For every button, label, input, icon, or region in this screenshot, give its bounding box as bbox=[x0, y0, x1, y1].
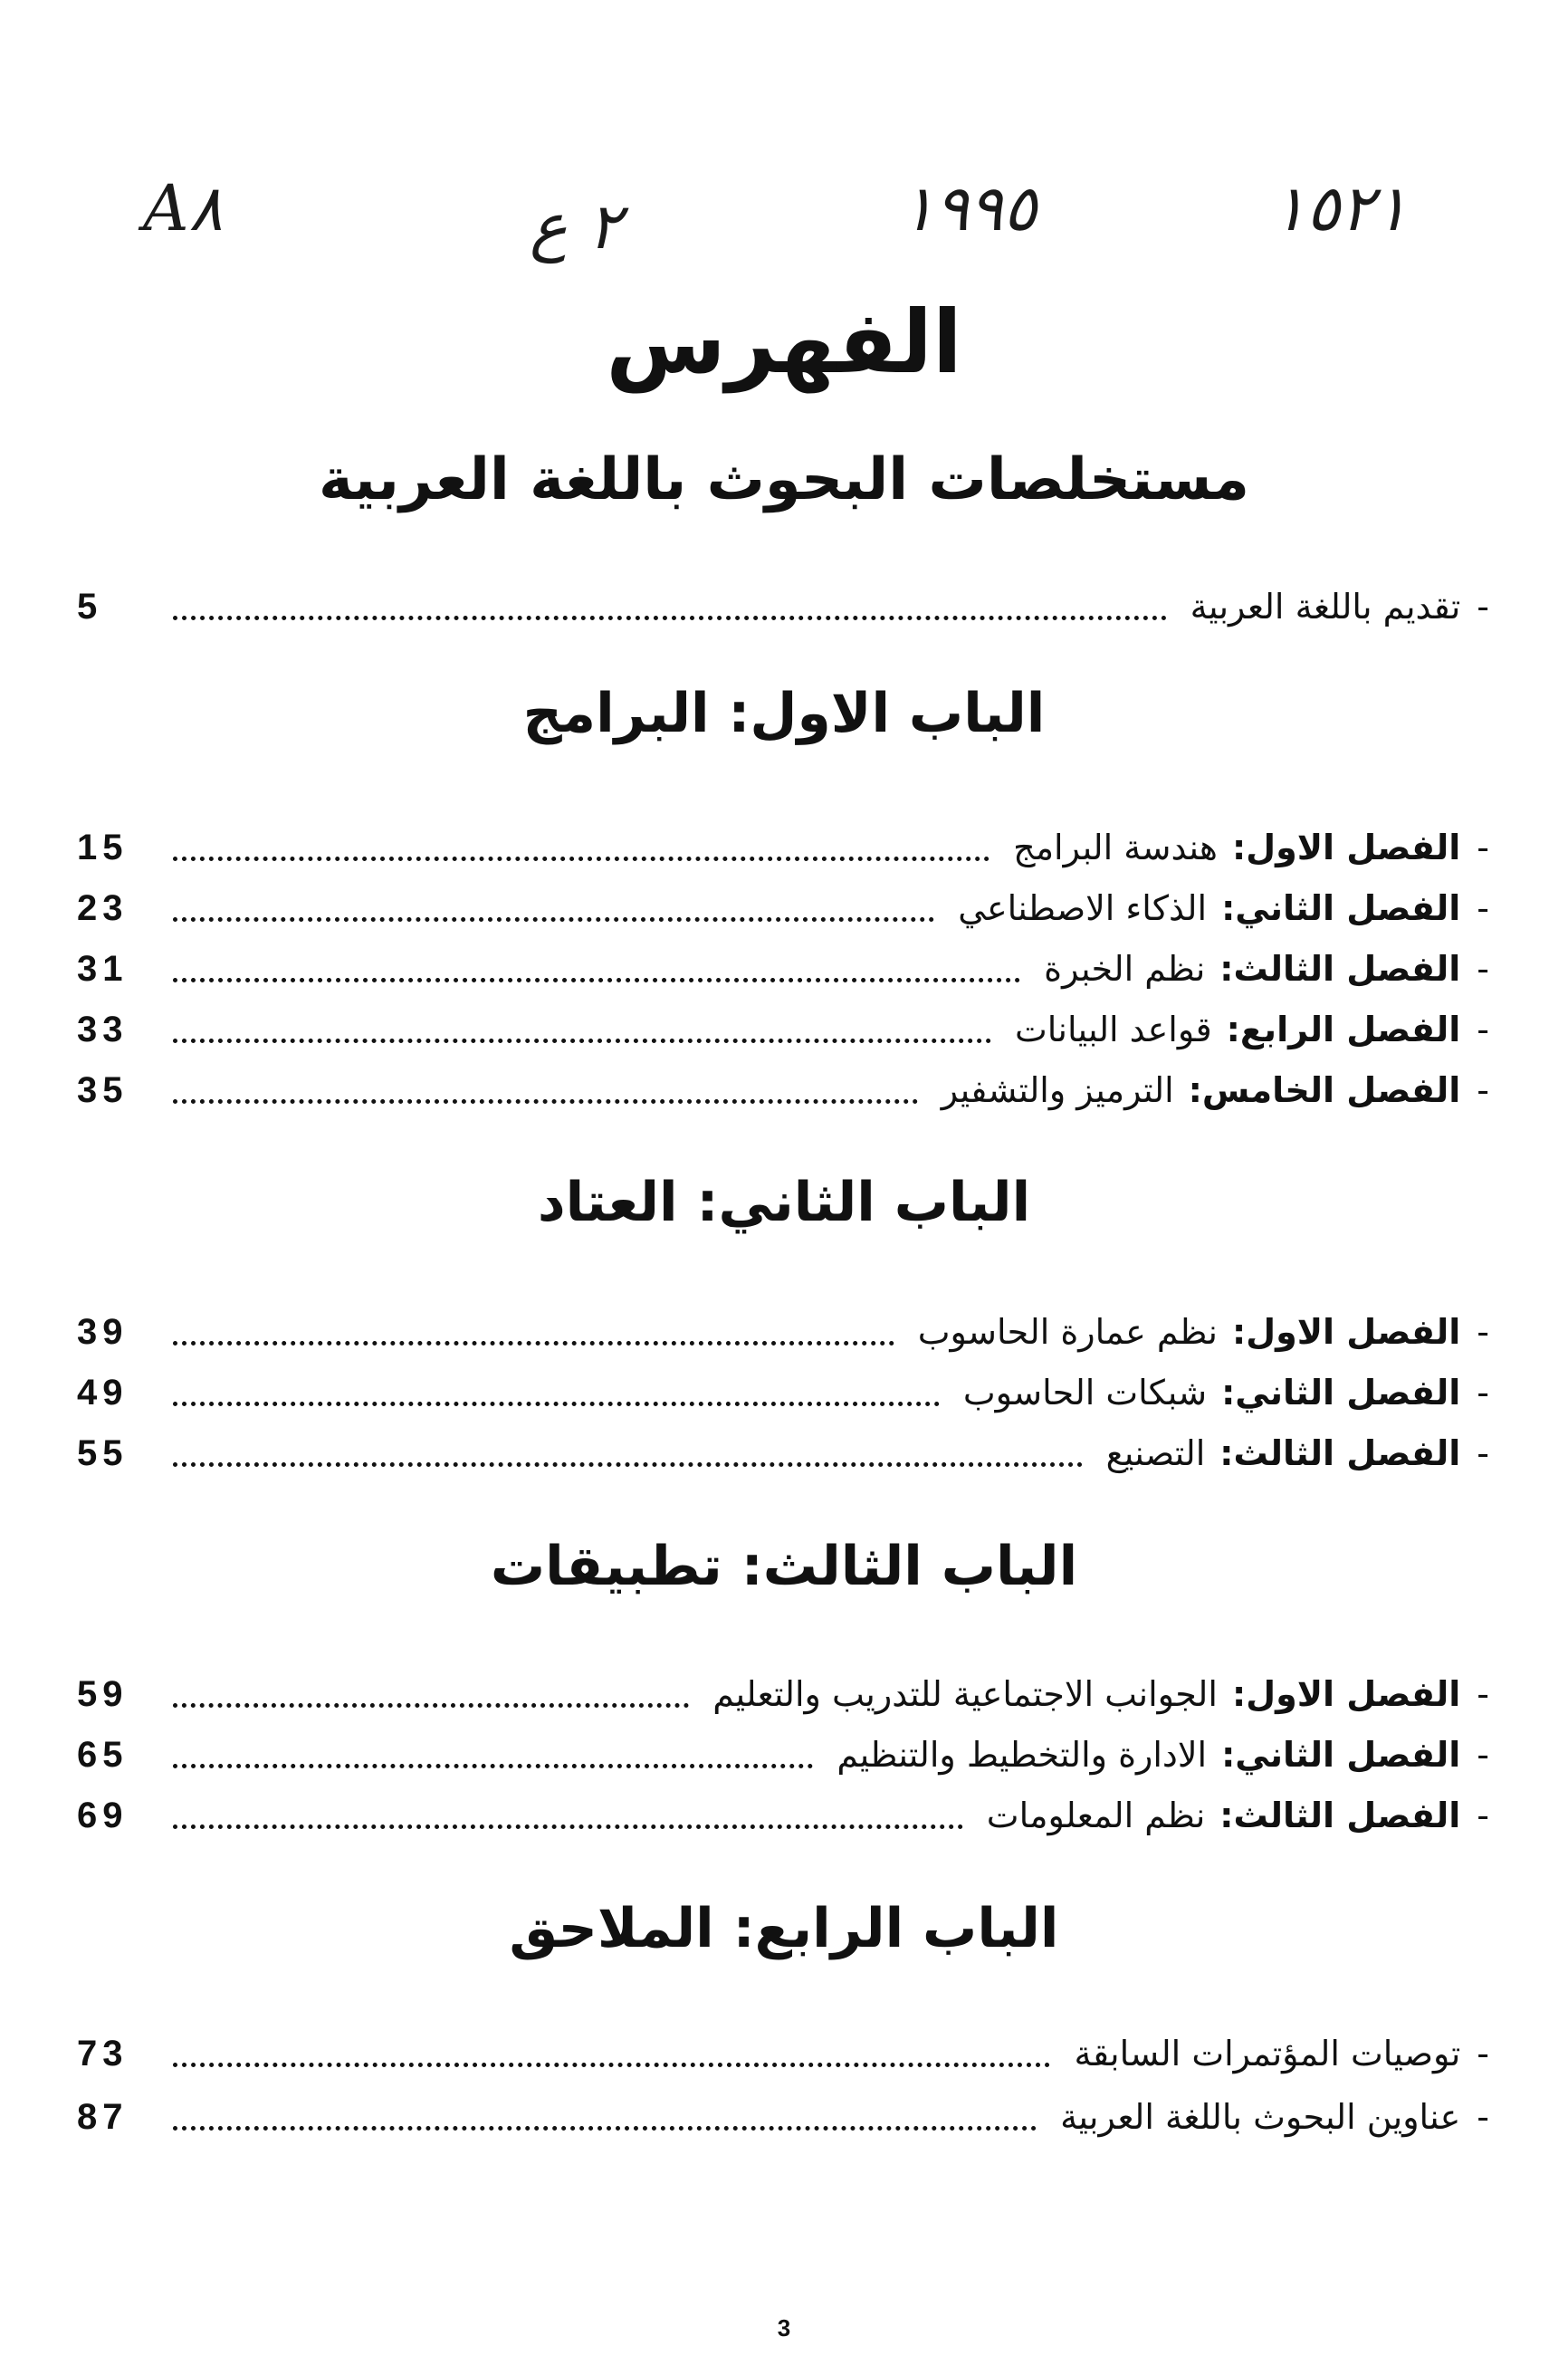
chapter-title: الجوانب الاجتماعية للتدريب والتعليم bbox=[712, 1674, 1218, 1714]
chapter-title: عناوين البحوث باللغة العربية bbox=[1060, 2097, 1461, 2137]
page-number: 39 bbox=[77, 1312, 129, 1352]
section-heading: الباب الثالث: تطبيقات bbox=[490, 1535, 1078, 1598]
toc-entry bbox=[77, 1004, 1489, 1055]
entry-dash: - bbox=[1477, 587, 1489, 627]
dot-leader bbox=[173, 2126, 1037, 2131]
chapter-title: نظم المعلومات bbox=[986, 1796, 1206, 1835]
handwritten-note: ١٩٩٥ bbox=[901, 171, 1037, 245]
chapter-label: الفصل الاول: bbox=[1231, 1674, 1461, 1714]
dot-leader bbox=[173, 1462, 1083, 1467]
toc-entry bbox=[77, 1065, 1489, 1116]
page-number: 31 bbox=[77, 949, 129, 989]
entry-dash: - bbox=[1477, 1735, 1489, 1775]
entry-dash: - bbox=[1477, 1070, 1489, 1110]
chapter-title: شبكات الحاسوب bbox=[962, 1373, 1208, 1413]
dot-leader bbox=[173, 1764, 813, 1768]
chapter-label: الفصل الثالث: bbox=[1219, 949, 1461, 989]
chapter-title: الادارة والتخطيط والتنظيم bbox=[837, 1735, 1208, 1775]
toc-entry bbox=[77, 1790, 1489, 1841]
dot-leader bbox=[173, 616, 1167, 620]
page-subtitle: مستخلصات البحوث باللغة العربية bbox=[318, 446, 1250, 513]
chapter-label: الفصل الثالث: bbox=[1219, 1796, 1461, 1835]
entry-dash: - bbox=[1477, 1010, 1489, 1049]
toc-entry bbox=[77, 2092, 1489, 2142]
dot-leader bbox=[173, 2063, 1050, 2067]
toc-entry bbox=[77, 1669, 1489, 1719]
dot-leader bbox=[173, 1099, 918, 1104]
handwritten-note: ٢ ع bbox=[530, 189, 622, 263]
page-number: 5 bbox=[77, 587, 103, 627]
section-heading: الباب الرابع: الملاحق bbox=[509, 1897, 1059, 1960]
chapter-label: الفصل الثالث: bbox=[1219, 1433, 1461, 1473]
page-title: الفهرس bbox=[606, 292, 962, 393]
chapter-label: الفصل الخامس: bbox=[1188, 1070, 1461, 1110]
page-number: 49 bbox=[77, 1373, 129, 1413]
entry-dash: - bbox=[1477, 1796, 1489, 1835]
entry-dash: - bbox=[1477, 828, 1489, 867]
entry-dash: - bbox=[1477, 2034, 1489, 2073]
chapter-title: الترميز والتشفير bbox=[941, 1070, 1174, 1110]
section-heading: الباب الثاني: العتاد bbox=[537, 1171, 1031, 1234]
toc-entry bbox=[77, 943, 1489, 994]
section-heading: الباب الاول: البرامج bbox=[522, 682, 1046, 745]
entry-dash: - bbox=[1477, 1433, 1489, 1473]
page-number: 33 bbox=[77, 1010, 129, 1049]
page-number: 65 bbox=[77, 1735, 129, 1775]
toc-entry bbox=[77, 883, 1489, 934]
dot-leader bbox=[173, 1341, 894, 1346]
chapter-label: الفصل الثاني: bbox=[1221, 1735, 1461, 1775]
toc-entry bbox=[77, 1307, 1489, 1357]
chapter-label: الفصل الثاني: bbox=[1221, 1373, 1461, 1413]
chapter-title: نظم عمارة الحاسوب bbox=[917, 1312, 1218, 1352]
toc-entry bbox=[77, 1428, 1489, 1479]
entry-title: تقديم باللغة العربية bbox=[1190, 587, 1461, 627]
entry-dash: - bbox=[1477, 888, 1489, 928]
toc-entry-intro bbox=[77, 581, 1489, 632]
page-number: 87 bbox=[77, 2097, 129, 2137]
chapter-title: قواعد البيانات bbox=[1015, 1010, 1212, 1049]
chapter-label: الفصل الثاني: bbox=[1221, 888, 1461, 928]
chapter-title: الذكاء الاصطناعي bbox=[958, 888, 1208, 928]
toc-entry bbox=[77, 822, 1489, 873]
entry-dash: - bbox=[1477, 1312, 1489, 1352]
toc-entry bbox=[77, 1729, 1489, 1780]
dot-leader bbox=[173, 917, 934, 922]
page-number: 23 bbox=[77, 888, 129, 928]
chapter-title: التصنيع bbox=[1105, 1433, 1206, 1473]
dot-leader bbox=[173, 1703, 689, 1708]
page-number: 69 bbox=[77, 1796, 129, 1835]
dot-leader bbox=[173, 857, 990, 861]
page-number: 73 bbox=[77, 2034, 129, 2073]
dot-leader bbox=[173, 1824, 963, 1829]
entry-dash: - bbox=[1477, 1373, 1489, 1413]
page-number: 55 bbox=[77, 1433, 129, 1473]
handwritten-note: ١٥٢١ bbox=[1272, 171, 1409, 245]
toc-entry bbox=[77, 1367, 1489, 1418]
dot-leader bbox=[173, 1039, 991, 1043]
handwritten-note: A۸ bbox=[143, 171, 224, 245]
chapter-label: الفصل الرابع: bbox=[1226, 1010, 1461, 1049]
page-number: 15 bbox=[77, 828, 129, 867]
chapter-label: الفصل الاول: bbox=[1231, 1312, 1461, 1352]
page-number: 35 bbox=[77, 1070, 129, 1110]
entry-dash: - bbox=[1477, 2097, 1489, 2137]
chapter-title: هندسة البرامج bbox=[1013, 828, 1218, 867]
chapter-title: نظم الخبرة bbox=[1044, 949, 1206, 989]
entry-dash: - bbox=[1477, 949, 1489, 989]
page-number-footer: 3 bbox=[777, 2314, 791, 2342]
page-number: 59 bbox=[77, 1674, 129, 1714]
dot-leader bbox=[173, 1402, 940, 1406]
chapter-label: الفصل الاول: bbox=[1231, 828, 1461, 867]
dot-leader bbox=[173, 978, 1020, 982]
toc-entry bbox=[77, 2028, 1489, 2079]
chapter-title: توصيات المؤتمرات السابقة bbox=[1074, 2034, 1461, 2073]
entry-dash: - bbox=[1477, 1674, 1489, 1714]
